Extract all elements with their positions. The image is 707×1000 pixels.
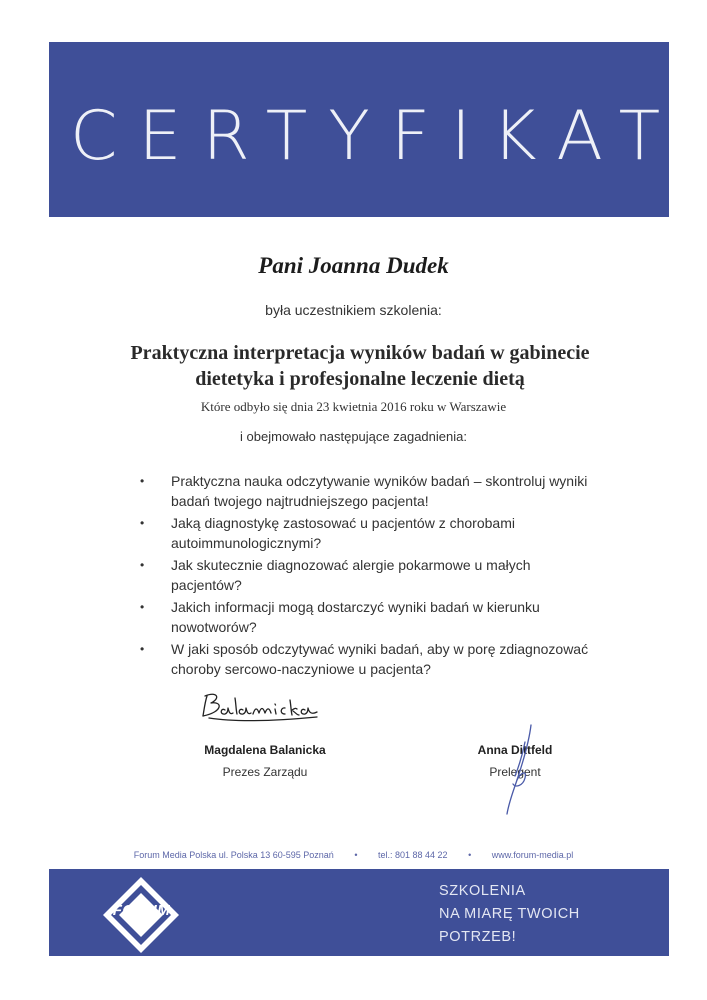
topics-list [140,472,640,682]
topic-line: choroby sercowo-naczyniowe u pacjenta? [171,660,431,677]
topic-line: badań twojego najtrudniejszego pacjenta! [171,492,429,509]
topic-line: nowotworów? [171,618,257,635]
slogan-line: POTRZEB! [439,929,517,945]
topic-line: Jak skutecznie diagnozować alergie pokarmowe u małych [171,557,531,573]
footer-phone: tel.: 801 88 44 22 [378,850,448,860]
topic-line: Praktyczna nauka odczytywanie wyników badań – skontroluj wyniki [171,473,588,489]
topic-line: W jaki sposób odczytywać wyniki badań, aby w porę zdiagnozować [171,641,589,657]
signer-role-left: Prezes Zarządu [222,765,308,779]
bullet-icon: • [140,600,145,614]
slogan-line: NA MIARĘ TWOICH [439,906,580,922]
signer-name-right: Anna Dittfeld [477,743,553,757]
topics-intro: i obejmowało następujące zagadnienia: [240,429,467,444]
bullet-icon: • [140,474,145,488]
signature-balanicka-icon [195,688,325,724]
slogan-line: SZKOLENIA [439,883,526,899]
topic-line: Jakich informacji mogą dostarczyć wyniki badań w kierunku [171,599,540,615]
recipient-name: Pani Joanna Dudek [258,253,449,278]
course-title [60,340,660,392]
course-title-line: dietetyka i profesjonalne leczenie dietą [195,368,525,390]
separator-dot-icon: • [354,850,358,860]
certificate-title: CERTYFIKAT [70,97,682,176]
list-item [140,556,640,595]
separator-dot-icon: • [468,850,472,860]
course-title-line: Praktyczna interpretacja wyników badań w gabinecie [130,342,590,364]
topic-line: pacjentów? [171,576,242,593]
list-item [140,640,640,679]
intro-text: była uczestnikiem szkolenia: [265,302,442,318]
bullet-icon: • [140,516,145,530]
list-item [140,472,640,511]
topic-line: autoimmunologicznymi? [171,534,322,551]
signer-name-left: Magdalena Balanicka [204,743,326,757]
footer-slogan [439,880,659,949]
footer-banner [49,869,669,956]
footer-contact-line [0,850,707,860]
course-date-line: Które odbyło się dnia 23 kwietnia 2016 roku w Warszawie [200,399,507,414]
signature-dittfeld-icon [495,722,545,817]
list-item [140,514,640,553]
signer-role-right: Prelegent [489,765,541,779]
footer-website: www.forum-media.pl [491,850,574,860]
bullet-icon: • [140,642,145,656]
header-banner [49,42,682,217]
topic-line: Jaką diagnostykę zastosować u pacjentów z chorobami [171,515,515,531]
list-item [140,598,640,637]
footer-address: Forum Media Polska ul. Polska 13 60-595 Poznań [133,850,334,860]
bullet-icon: • [140,558,145,572]
forum-logo-text: FORUM [112,902,171,919]
